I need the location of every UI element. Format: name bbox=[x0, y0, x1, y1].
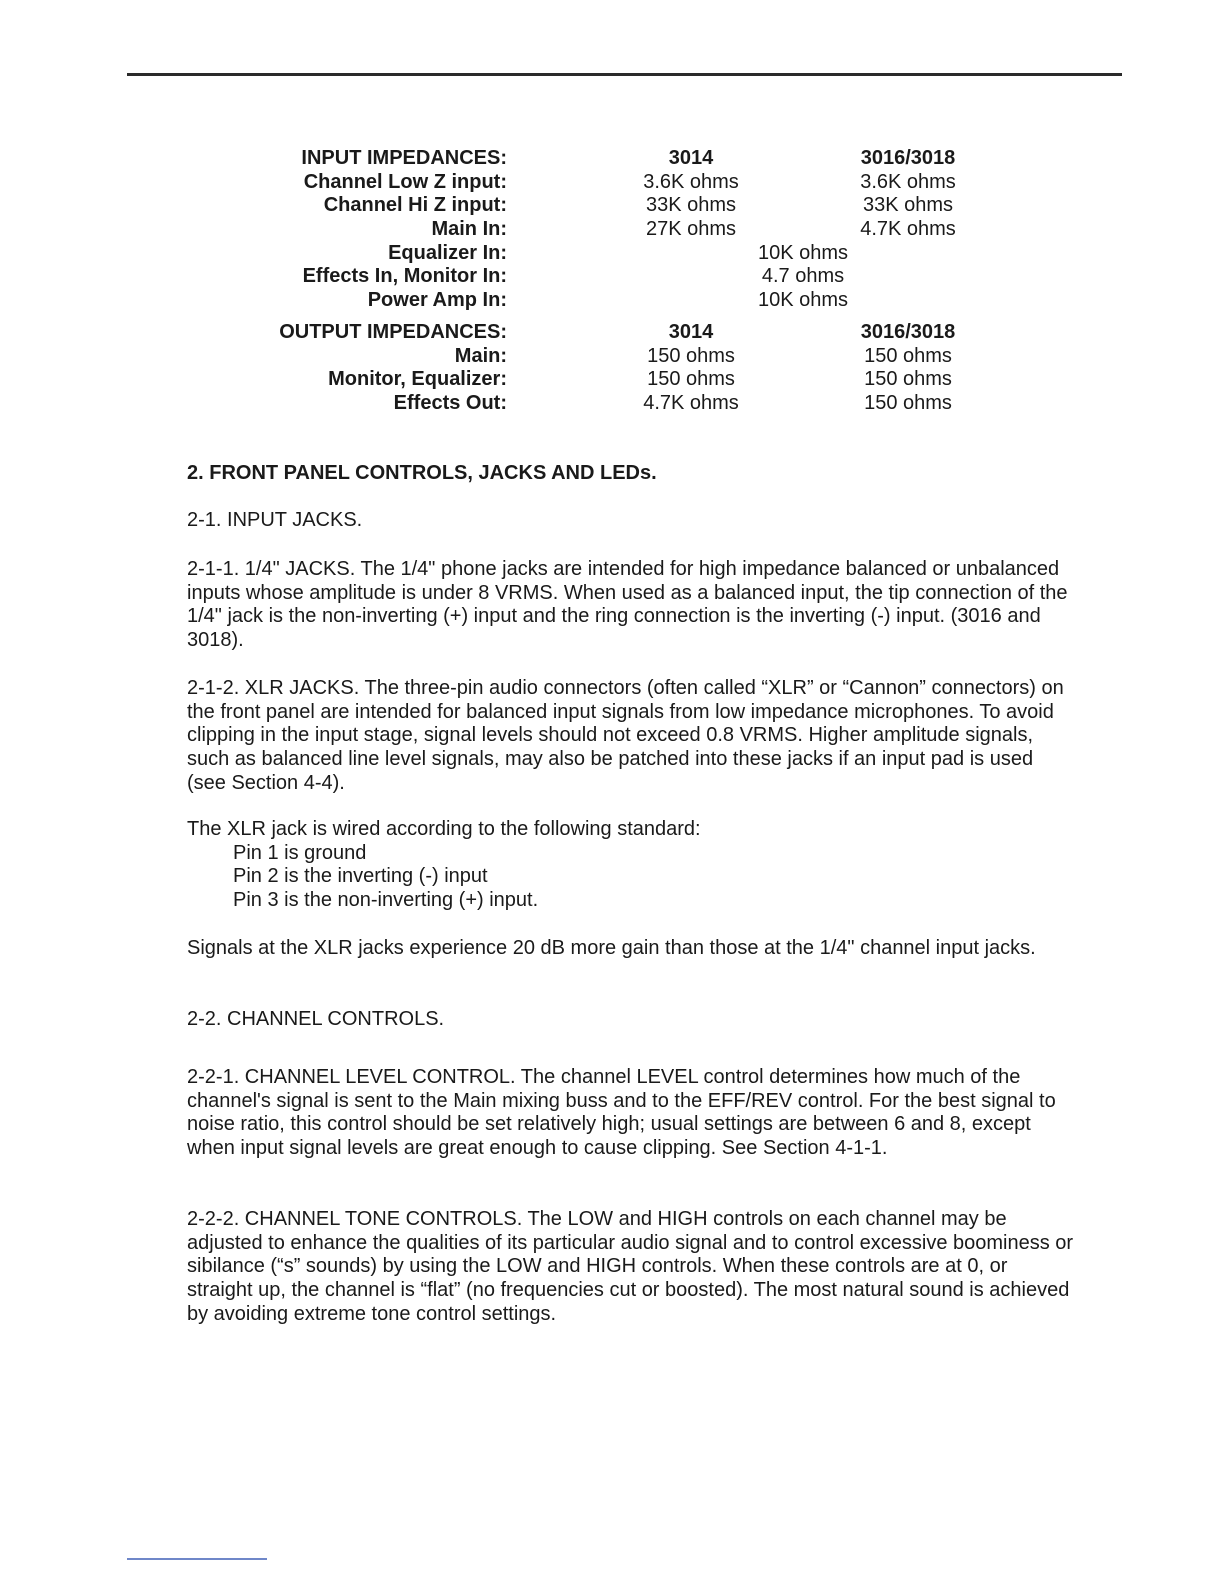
top-rule bbox=[127, 73, 1122, 76]
impedance-spec-table bbox=[0, 147, 1224, 416]
heading-2-2: 2-2. CHANNEL CONTROLS. bbox=[187, 1008, 445, 1030]
spec-label: Main In: bbox=[431, 218, 507, 241]
spec-label: Effects Out: bbox=[393, 391, 507, 414]
spec-row bbox=[0, 345, 1224, 369]
spec-value: 3.6K ohms bbox=[860, 170, 956, 193]
spec-row bbox=[0, 392, 1224, 416]
gain-note: Signals at the XLR jacks experience 20 dB more gain than those at the 1/4" channel input jacks. bbox=[187, 937, 1036, 959]
xlr-wiring-block bbox=[187, 818, 1077, 913]
spec-row bbox=[0, 194, 1224, 218]
spec-row bbox=[0, 218, 1224, 242]
spec-value: 27K ohms bbox=[645, 218, 737, 241]
spec-value: 33K ohms bbox=[645, 194, 737, 217]
spec-label: Equalizer In: bbox=[388, 241, 507, 264]
paragraph-2-1-1: 2-1-1. 1/4" JACKS. The 1/4" phone jacks are intended for high impedance balanced or unbalanced inputs whose amplitude is under 8 VRMS. When used as a balanced input, the tip connection of the 1/4" jack is the non-inverting (+) input and the ring connection is the inverting (-) input. (3016 and 3018). bbox=[187, 558, 1068, 652]
paragraph-2-2-1: 2-2-1. CHANNEL LEVEL CONTROL. The channel LEVEL control determines how much of the channel's signal is sent to the Main mixing buss and to the EFF/REV control. For the best signal to noise ratio, this control should be set relatively high; usual settings are between 6 and 8, except when input signal levels are great enough to cause clipping. See Section 4-1-1. bbox=[187, 1066, 1056, 1160]
input-header-row bbox=[0, 147, 1224, 171]
spec-row bbox=[0, 242, 1224, 266]
spec-label: Channel Hi Z input: bbox=[323, 194, 507, 217]
spec-value: 150 ohms bbox=[647, 344, 735, 367]
spec-value: 150 ohms bbox=[864, 344, 952, 367]
spec-label: Monitor, Equalizer: bbox=[328, 368, 507, 391]
spec-value: 10K ohms bbox=[757, 241, 849, 264]
spec-row bbox=[0, 289, 1224, 313]
spec-label: Power Amp In: bbox=[367, 289, 507, 312]
pin-item: Pin 2 is the inverting (-) input bbox=[233, 865, 488, 888]
section-title: 2. FRONT PANEL CONTROLS, JACKS AND LEDs. bbox=[187, 462, 657, 484]
bottom-mark bbox=[127, 1558, 267, 1560]
spec-label: Effects In, Monitor In: bbox=[302, 265, 507, 288]
pin-item: Pin 3 is the non-inverting (+) input. bbox=[233, 889, 539, 912]
col-3014-header: 3014 bbox=[668, 147, 714, 169]
spec-row bbox=[0, 265, 1224, 289]
spec-value: 10K ohms bbox=[757, 289, 849, 312]
output-impedances-heading: OUTPUT IMPEDANCES: bbox=[279, 320, 507, 343]
paragraph-2-1-2: 2-1-2. XLR JACKS. The three-pin audio connectors (often called “XLR” or “Cannon” connectors) on the front panel are intended for balanced input signals from low impedance microphones. To avoid clipping in the input stage, signal levels should not exceed 0.8 VRMS. Higher amplitude signals, such as balanced line level signals, may also be patched into these jacks if an input pad is used (see Section 4-4). bbox=[187, 677, 1064, 794]
spec-value: 3.6K ohms bbox=[643, 170, 739, 193]
col-3016-3018-header: 3016/3018 bbox=[860, 320, 956, 343]
spec-value: 4.7K ohms bbox=[860, 218, 956, 241]
spec-row bbox=[0, 171, 1224, 195]
paragraph-2-2-2: 2-2-2. CHANNEL TONE CONTROLS. The LOW and HIGH controls on each channel may be adjusted to enhance the qualities of its particular audio signal and to control excessive boominess or sibilance (“s” sounds) by using the LOW and HIGH controls. When these controls are at 0, or straight up, the channel is “flat” (no frequencies cut or boosted). The most natural sound is achieved by avoiding extreme tone control settings. bbox=[187, 1208, 1074, 1325]
heading-2-1: 2-1. INPUT JACKS. bbox=[187, 509, 363, 531]
spec-label: Main: bbox=[454, 344, 507, 367]
spec-value: 150 ohms bbox=[864, 391, 952, 414]
col-3016-3018-header: 3016/3018 bbox=[860, 147, 956, 169]
spec-value: 150 ohms bbox=[864, 368, 952, 391]
input-impedances-heading: INPUT IMPEDANCES: bbox=[301, 147, 507, 169]
output-header-row bbox=[0, 321, 1224, 345]
spec-value: 33K ohms bbox=[862, 194, 954, 217]
pin-item: Pin 1 is ground bbox=[233, 841, 367, 864]
spec-value: 4.7 ohms bbox=[761, 265, 845, 288]
spec-value: 150 ohms bbox=[647, 368, 735, 391]
spec-label: Channel Low Z input: bbox=[303, 170, 507, 193]
spec-value: 4.7K ohms bbox=[643, 391, 739, 414]
xlr-intro: The XLR jack is wired according to the following standard: bbox=[187, 818, 701, 840]
spec-row bbox=[0, 368, 1224, 392]
col-3014-header: 3014 bbox=[668, 320, 714, 343]
